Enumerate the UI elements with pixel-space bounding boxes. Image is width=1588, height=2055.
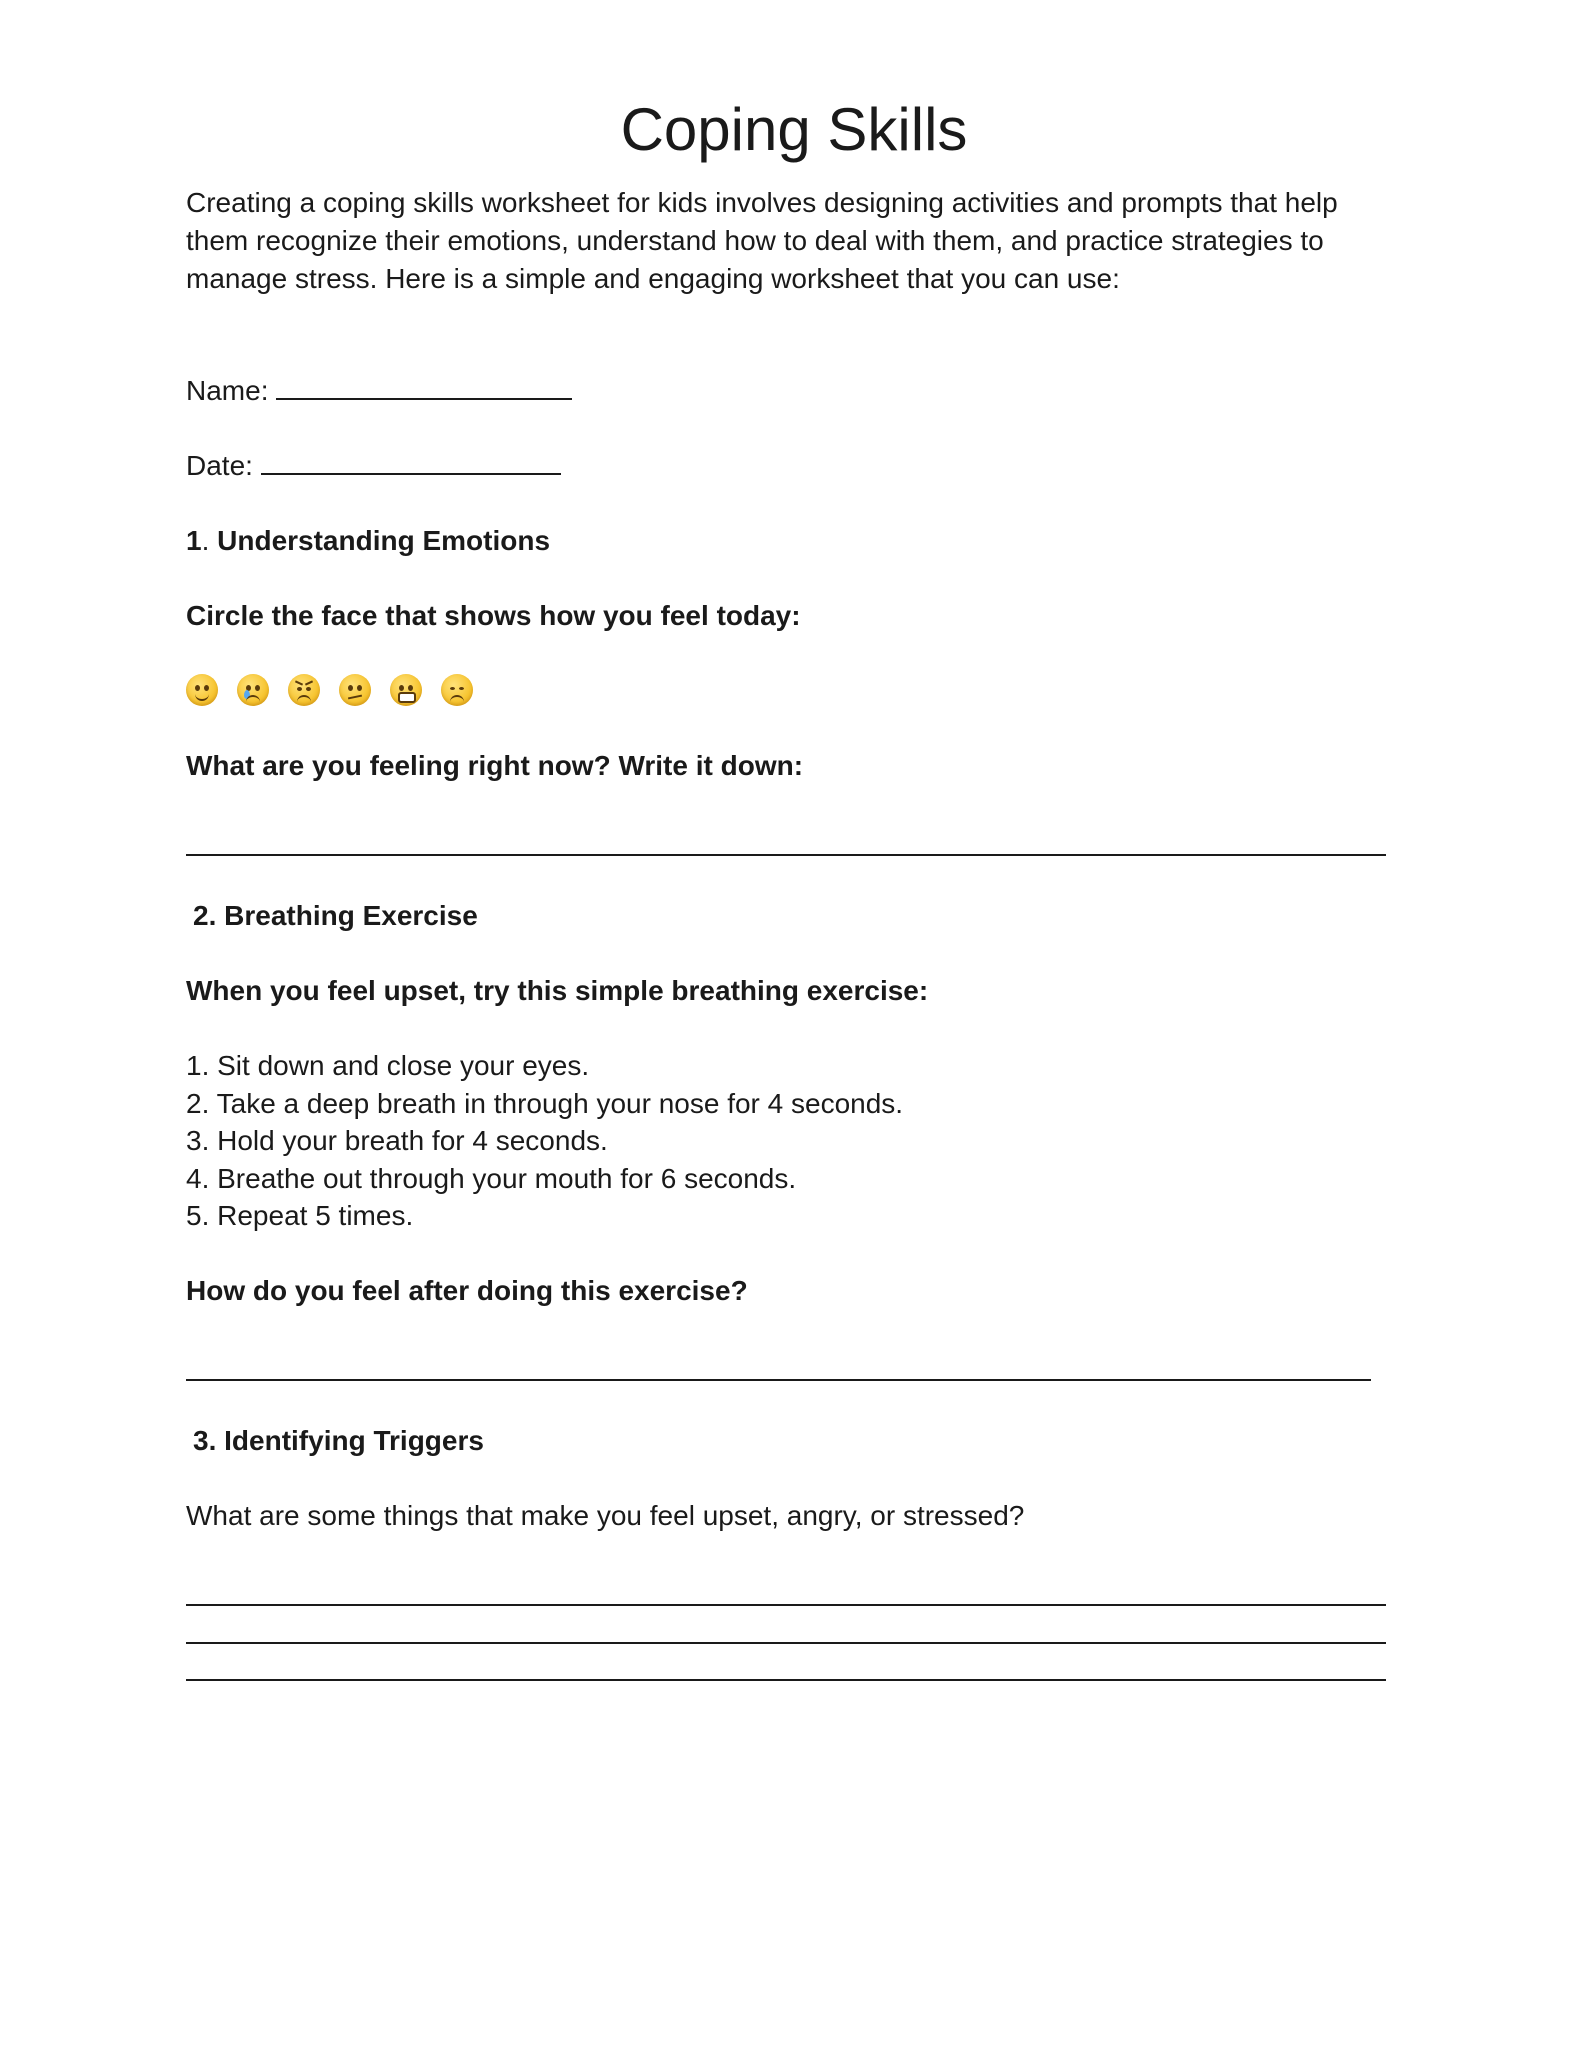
section1-title: Understanding Emotions xyxy=(217,525,551,556)
section1-dot: . xyxy=(201,525,210,556)
disappointed-face-icon[interactable] xyxy=(441,674,473,706)
triggers-answer-line-3[interactable] xyxy=(186,1679,1386,1681)
angry-face-icon[interactable] xyxy=(288,674,320,706)
breathing-step-1: 1. Sit down and close your eyes. xyxy=(186,1050,590,1081)
triggers-answer-line-1[interactable] xyxy=(186,1604,1386,1606)
face-options xyxy=(186,674,473,714)
faces-prompt: Circle the face that shows how you feel today: xyxy=(186,600,801,631)
date-field xyxy=(186,447,561,485)
feeling-answer-line[interactable] xyxy=(186,854,1386,856)
triggers-answer-line-2[interactable] xyxy=(186,1642,1386,1644)
section3-heading: 3. Identifying Triggers xyxy=(193,1425,484,1456)
name-blank[interactable] xyxy=(276,372,572,400)
breathing-prompt: When you feel upset, try this simple breathing exercise: xyxy=(186,975,929,1006)
triggers-prompt: What are some things that make you feel upset, angry, or stressed? xyxy=(186,1500,1025,1531)
smiling-face-icon[interactable] xyxy=(186,674,218,706)
feeling-prompt: What are you feeling right now? Write it down: xyxy=(186,750,804,781)
confused-face-icon[interactable] xyxy=(339,674,371,706)
page-title: Coping Skills xyxy=(620,96,968,163)
name-label: Name: xyxy=(186,375,269,406)
breathing-step-4: 4. Breathe out through your mouth for 6 seconds. xyxy=(186,1163,797,1194)
section1-heading xyxy=(186,522,550,560)
followup-answer-line[interactable] xyxy=(186,1379,1371,1381)
date-blank[interactable] xyxy=(261,447,561,475)
date-label: Date: xyxy=(186,450,253,481)
breathing-step-5: 5. Repeat 5 times. xyxy=(186,1200,414,1231)
followup-prompt: How do you feel after doing this exercise? xyxy=(186,1275,748,1306)
breathing-step-2: 2. Take a deep breath in through your nose for 4 seconds. xyxy=(186,1088,904,1119)
crying-face-icon[interactable] xyxy=(237,674,269,706)
grinning-face-icon[interactable] xyxy=(390,674,422,706)
section1-number: 1 xyxy=(186,525,202,556)
breathing-step-3: 3. Hold your breath for 4 seconds. xyxy=(186,1125,608,1156)
name-field xyxy=(186,372,572,410)
section2-heading: 2. Breathing Exercise xyxy=(193,900,478,931)
intro-paragraph: Creating a coping skills worksheet for kids involves designing activities and prompts that help them recognize their emotions, understand how to deal with them, and practice strategies to manage stress. Here is a simple and engaging worksheet that you can use: xyxy=(186,187,1338,294)
